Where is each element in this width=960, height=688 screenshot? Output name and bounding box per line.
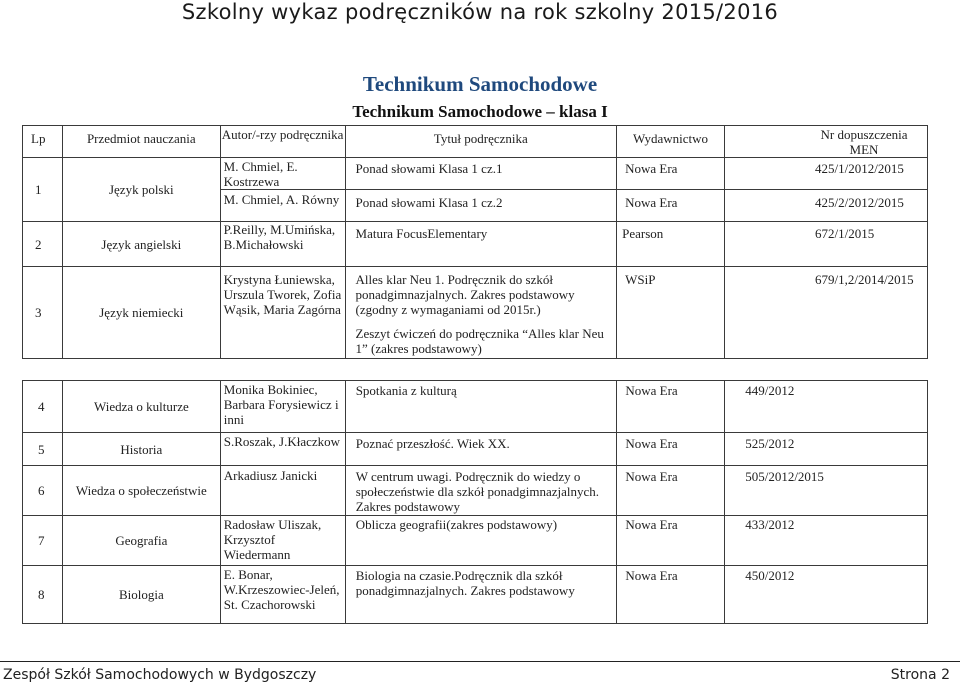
table-row <box>23 381 928 433</box>
row-title: Biologia na czasie.Podręcznik dla szkół ponadgimnazjalnych. Zakres podstawowy <box>345 566 617 624</box>
row-subject: Język angielski <box>62 222 220 267</box>
class-title: Technikum Samochodowe – klasa I <box>352 102 608 121</box>
row-nr: 425/2/2012/2015 <box>725 190 928 222</box>
row-lp: 2 <box>23 222 63 267</box>
row-lp: 5 <box>23 433 63 466</box>
row-subject: Wiedza o społeczeństwie <box>62 466 220 516</box>
row-title: Spotkania z kulturą <box>345 381 617 433</box>
title-block: Zeszyt ćwiczeń do podręcznika “Alles klar Neu 1” (zakres podstawowy) <box>355 326 604 356</box>
row-title: Matura FocusElementary <box>345 222 617 267</box>
row-publisher: Nowa Era <box>617 516 725 566</box>
row-publisher: WSiP <box>617 267 725 359</box>
row-nr: 679/1,2/2014/2015 <box>725 267 928 359</box>
school-title: Technikum Samochodowe <box>362 72 598 96</box>
row-author: Monika Bokiniec, Barbara Forysiewicz i inni <box>220 381 345 433</box>
row-title: Ponad słowami Klasa 1 cz.1 <box>345 158 617 190</box>
row-title: Poznać przeszłość. Wiek XX. <box>345 433 617 466</box>
row-author: E. Bonar, W.Krzeszowiec-Jeleń, St. Czachorowski <box>220 566 345 624</box>
row-subject: Język niemiecki <box>62 267 220 359</box>
table-row <box>23 222 928 267</box>
header-nr: Nr dopuszczenia MEN <box>725 126 928 158</box>
row-lp: 8 <box>23 566 63 624</box>
row-publisher: Nowa Era <box>617 466 725 516</box>
row-lp: 7 <box>23 516 63 566</box>
title-block: Alles klar Neu 1. Podręcznik do szkół ponadgimnazjalnych. Zakres podstawowy (zgodny z wymaganiami od 2015r.) <box>355 272 575 317</box>
footer-school-name: Zespół Szkół Samochodowych w Bydgoszczy <box>3 667 317 683</box>
row-author: Krystyna Łuniewska, Urszula Tworek, Zofia Wąsik, Maria Zagórna <box>220 267 345 359</box>
row-lp: 1 <box>23 158 63 222</box>
row-nr: 449/2012 <box>725 381 928 433</box>
row-publisher: Nowa Era <box>617 433 725 466</box>
table-row <box>23 516 928 566</box>
page-header-title: Szkolny wykaz podręczników na rok szkolny 2015/2016 <box>181 0 779 24</box>
row-lp: 4 <box>23 381 63 433</box>
row-author: M. Chmiel, E. Kostrzewa <box>220 158 345 190</box>
row-nr: 425/1/2012/2015 <box>725 158 928 190</box>
row-nr: 505/2012/2015 <box>725 466 928 516</box>
row-author: Radosław Uliszak, Krzysztof Wiedermann <box>220 516 345 566</box>
header-author: Autor/-rzy podręcznika <box>220 126 345 158</box>
row-publisher: Nowa Era <box>617 190 725 222</box>
table-row <box>23 466 928 516</box>
row-title <box>345 267 617 359</box>
row-nr: 672/1/2015 <box>725 222 928 267</box>
textbook-table-1 <box>22 125 928 359</box>
row-title: Oblicza geografii(zakres podstawowy) <box>345 516 617 566</box>
row-nr: 525/2012 <box>725 433 928 466</box>
row-lp: 3 <box>23 267 63 359</box>
row-nr: 433/2012 <box>725 516 928 566</box>
row-author: P.Reilly, M.Umińska, B.Michałowski <box>220 222 345 267</box>
row-publisher: Nowa Era <box>617 158 725 190</box>
footer-page-number: Strona 2 <box>890 667 950 683</box>
header-subject: Przedmiot nauczania <box>62 126 220 158</box>
row-publisher: Nowa Era <box>617 381 725 433</box>
table-row <box>23 433 928 466</box>
textbook-table-2 <box>22 380 928 624</box>
table-row <box>23 158 928 190</box>
row-lp: 6 <box>23 466 63 516</box>
table-row <box>23 566 928 624</box>
header-lp: Lp <box>23 126 63 158</box>
table-header-row <box>23 126 928 158</box>
table-row <box>23 267 928 359</box>
footer-divider <box>0 661 960 662</box>
row-publisher: Nowa Era <box>617 566 725 624</box>
row-author: S.Roszak, J.Kłaczkow <box>220 433 345 466</box>
row-subject: Wiedza o kulturze <box>62 381 220 433</box>
row-nr: 450/2012 <box>725 566 928 624</box>
row-subject: Historia <box>62 433 220 466</box>
header-publisher: Wydawnictwo <box>617 126 725 158</box>
header-title: Tytuł podręcznika <box>345 126 617 158</box>
row-title: W centrum uwagi. Podręcznik do wiedzy o społeczeństwie dla szkół ponadgimnazjalnych. Zakres podstawowy <box>345 466 617 516</box>
row-title: Ponad słowami Klasa 1 cz.2 <box>345 190 617 222</box>
row-author: M. Chmiel, A. Równy <box>220 190 345 222</box>
row-publisher: Pearson <box>617 222 725 267</box>
row-author: Arkadiusz Janicki <box>220 466 345 516</box>
row-subject: Biologia <box>62 566 220 624</box>
row-subject: Geografia <box>62 516 220 566</box>
row-subject: Język polski <box>62 158 220 222</box>
